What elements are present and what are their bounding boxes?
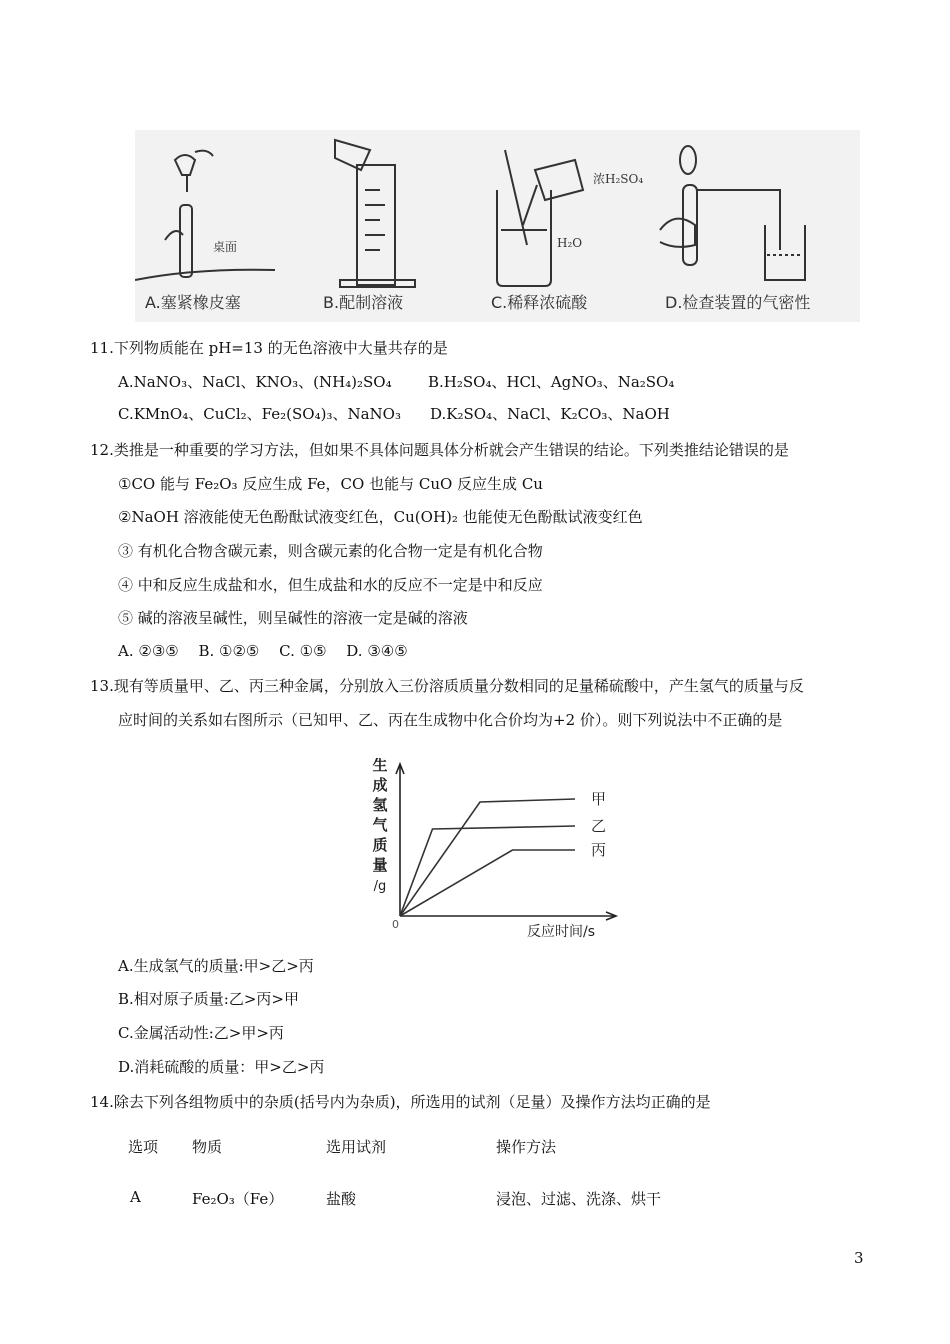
q12-statement-5: ⑤ 碱的溶液呈碱性，则呈碱性的溶液一定是碱的溶液 bbox=[118, 609, 468, 627]
q13-option-b: B.相对原子质量:乙>丙>甲 bbox=[118, 990, 299, 1008]
q11-option-c: C.KMnO₄、CuCl₂、Fe₂(SO₄)₃、NaNO₃ bbox=[118, 405, 401, 423]
y-axis-label-char: 氢 bbox=[372, 796, 388, 814]
hydrogen-chart-svg bbox=[362, 758, 627, 943]
page-number: 3 bbox=[854, 1249, 864, 1267]
series-label-0: 甲 bbox=[591, 790, 607, 808]
y-axis-label-char: 质 bbox=[372, 836, 388, 854]
y-axis-label-char: 成 bbox=[372, 776, 388, 794]
q14-header-reagent: 选用试剂 bbox=[326, 1138, 387, 1156]
x-axis-label: 反应时间/s bbox=[526, 924, 595, 940]
figure-b-drawing bbox=[335, 140, 415, 287]
figure-d-caption: D.检查装置的气密性 bbox=[665, 293, 811, 312]
q14-header-method: 操作方法 bbox=[496, 1138, 557, 1156]
series-line-1 bbox=[400, 826, 575, 916]
q12-statement-2: ②NaOH 溶液能使无色酚酞试液变红色，Cu(OH)₂ 也能使无色酚酞试液变红色 bbox=[118, 508, 643, 526]
apparatus-figures bbox=[135, 130, 860, 322]
q11-option-a: A.NaNO₃、NaCl、KNO₃、(NH₄)₂SO₄ bbox=[118, 373, 392, 391]
y-axis-label-char: 量 bbox=[372, 856, 388, 874]
q12-statement-1: ①CO 能与 Fe₂O₃ 反应生成 Fe，CO 也能与 CuO 反应生成 Cu bbox=[118, 475, 543, 493]
q14-row-a-option: A bbox=[130, 1188, 141, 1206]
series-line-2 bbox=[400, 850, 575, 916]
series-label-2: 丙 bbox=[591, 841, 607, 859]
hydrogen-chart bbox=[362, 758, 627, 943]
q14-header-substance: 物质 bbox=[192, 1138, 223, 1156]
water-label: H₂O bbox=[557, 236, 583, 250]
q14-row-a-substance: Fe₂O₃（Fe） bbox=[192, 1190, 284, 1208]
figure-a-caption: A.塞紧橡皮塞 bbox=[145, 293, 241, 312]
desk-label: 桌面 bbox=[213, 240, 238, 254]
y-axis-unit: /g bbox=[373, 879, 387, 894]
q13-option-c: C.金属活动性:乙>甲>丙 bbox=[118, 1024, 284, 1042]
q13-stem-line1: 13.现有等质量甲、乙、丙三种金属，分别放入三份溶质质量分数相同的足量稀硫酸中，产生氢气的质量与反 bbox=[90, 677, 804, 695]
acid-label: 浓H₂SO₄ bbox=[593, 172, 644, 186]
q11-stem: 11.下列物质能在 pH=13 的无色溶液中大量共存的是 bbox=[90, 339, 448, 357]
y-axis-label-char: 气 bbox=[372, 816, 388, 834]
q14-row-a-reagent: 盐酸 bbox=[326, 1190, 357, 1208]
q14-stem: 14.除去下列各组物质中的杂质(括号内为杂质)，所选用的试剂（足量）及操作方法均正确的是 bbox=[90, 1093, 711, 1111]
series-label-1: 乙 bbox=[591, 817, 607, 835]
q11-option-b: B.H₂SO₄、HCl、AgNO₃、Na₂SO₄ bbox=[428, 373, 675, 391]
origin-label: 0 bbox=[392, 918, 399, 931]
figure-c-drawing bbox=[497, 150, 583, 286]
figure-c-caption: C.稀释浓硫酸 bbox=[491, 293, 588, 312]
q13-stem-line2: 应时间的关系如右图所示（已知甲、乙、丙在生成物中化合价均为+2 价）。则下列说法中不正确的是 bbox=[118, 711, 783, 729]
series-line-0 bbox=[400, 799, 575, 916]
q12-statement-4: ④ 中和反应生成盐和水，但生成盐和水的反应不一定是中和反应 bbox=[118, 576, 543, 594]
figure-d-drawing bbox=[660, 146, 805, 280]
q14-row-a-method: 浸泡、过滤、洗涤、烘干 bbox=[496, 1190, 662, 1208]
q13-option-d: D.消耗硫酸的质量：甲>乙>丙 bbox=[118, 1058, 325, 1076]
q11-option-d: D.K₂SO₄、NaCl、K₂CO₃、NaOH bbox=[430, 405, 670, 423]
q12-options: A. ②③⑤ B. ①②⑤ C. ①⑤ D. ③④⑤ bbox=[118, 642, 408, 660]
q13-option-a: A.生成氢气的质量:甲>乙>丙 bbox=[118, 957, 314, 975]
q12-stem: 12.类推是一种重要的学习方法，但如果不具体问题具体分析就会产生错误的结论。下列类推结论错误的是 bbox=[90, 441, 789, 459]
y-axis-label-char: 生 bbox=[372, 758, 388, 774]
figure-b-caption: B.配制溶液 bbox=[323, 293, 404, 312]
q12-statement-3: ③ 有机化合物含碳元素，则含碳元素的化合物一定是有机化合物 bbox=[118, 542, 543, 560]
q14-header-option: 选项 bbox=[128, 1138, 159, 1156]
figure-a-drawing bbox=[135, 151, 275, 280]
